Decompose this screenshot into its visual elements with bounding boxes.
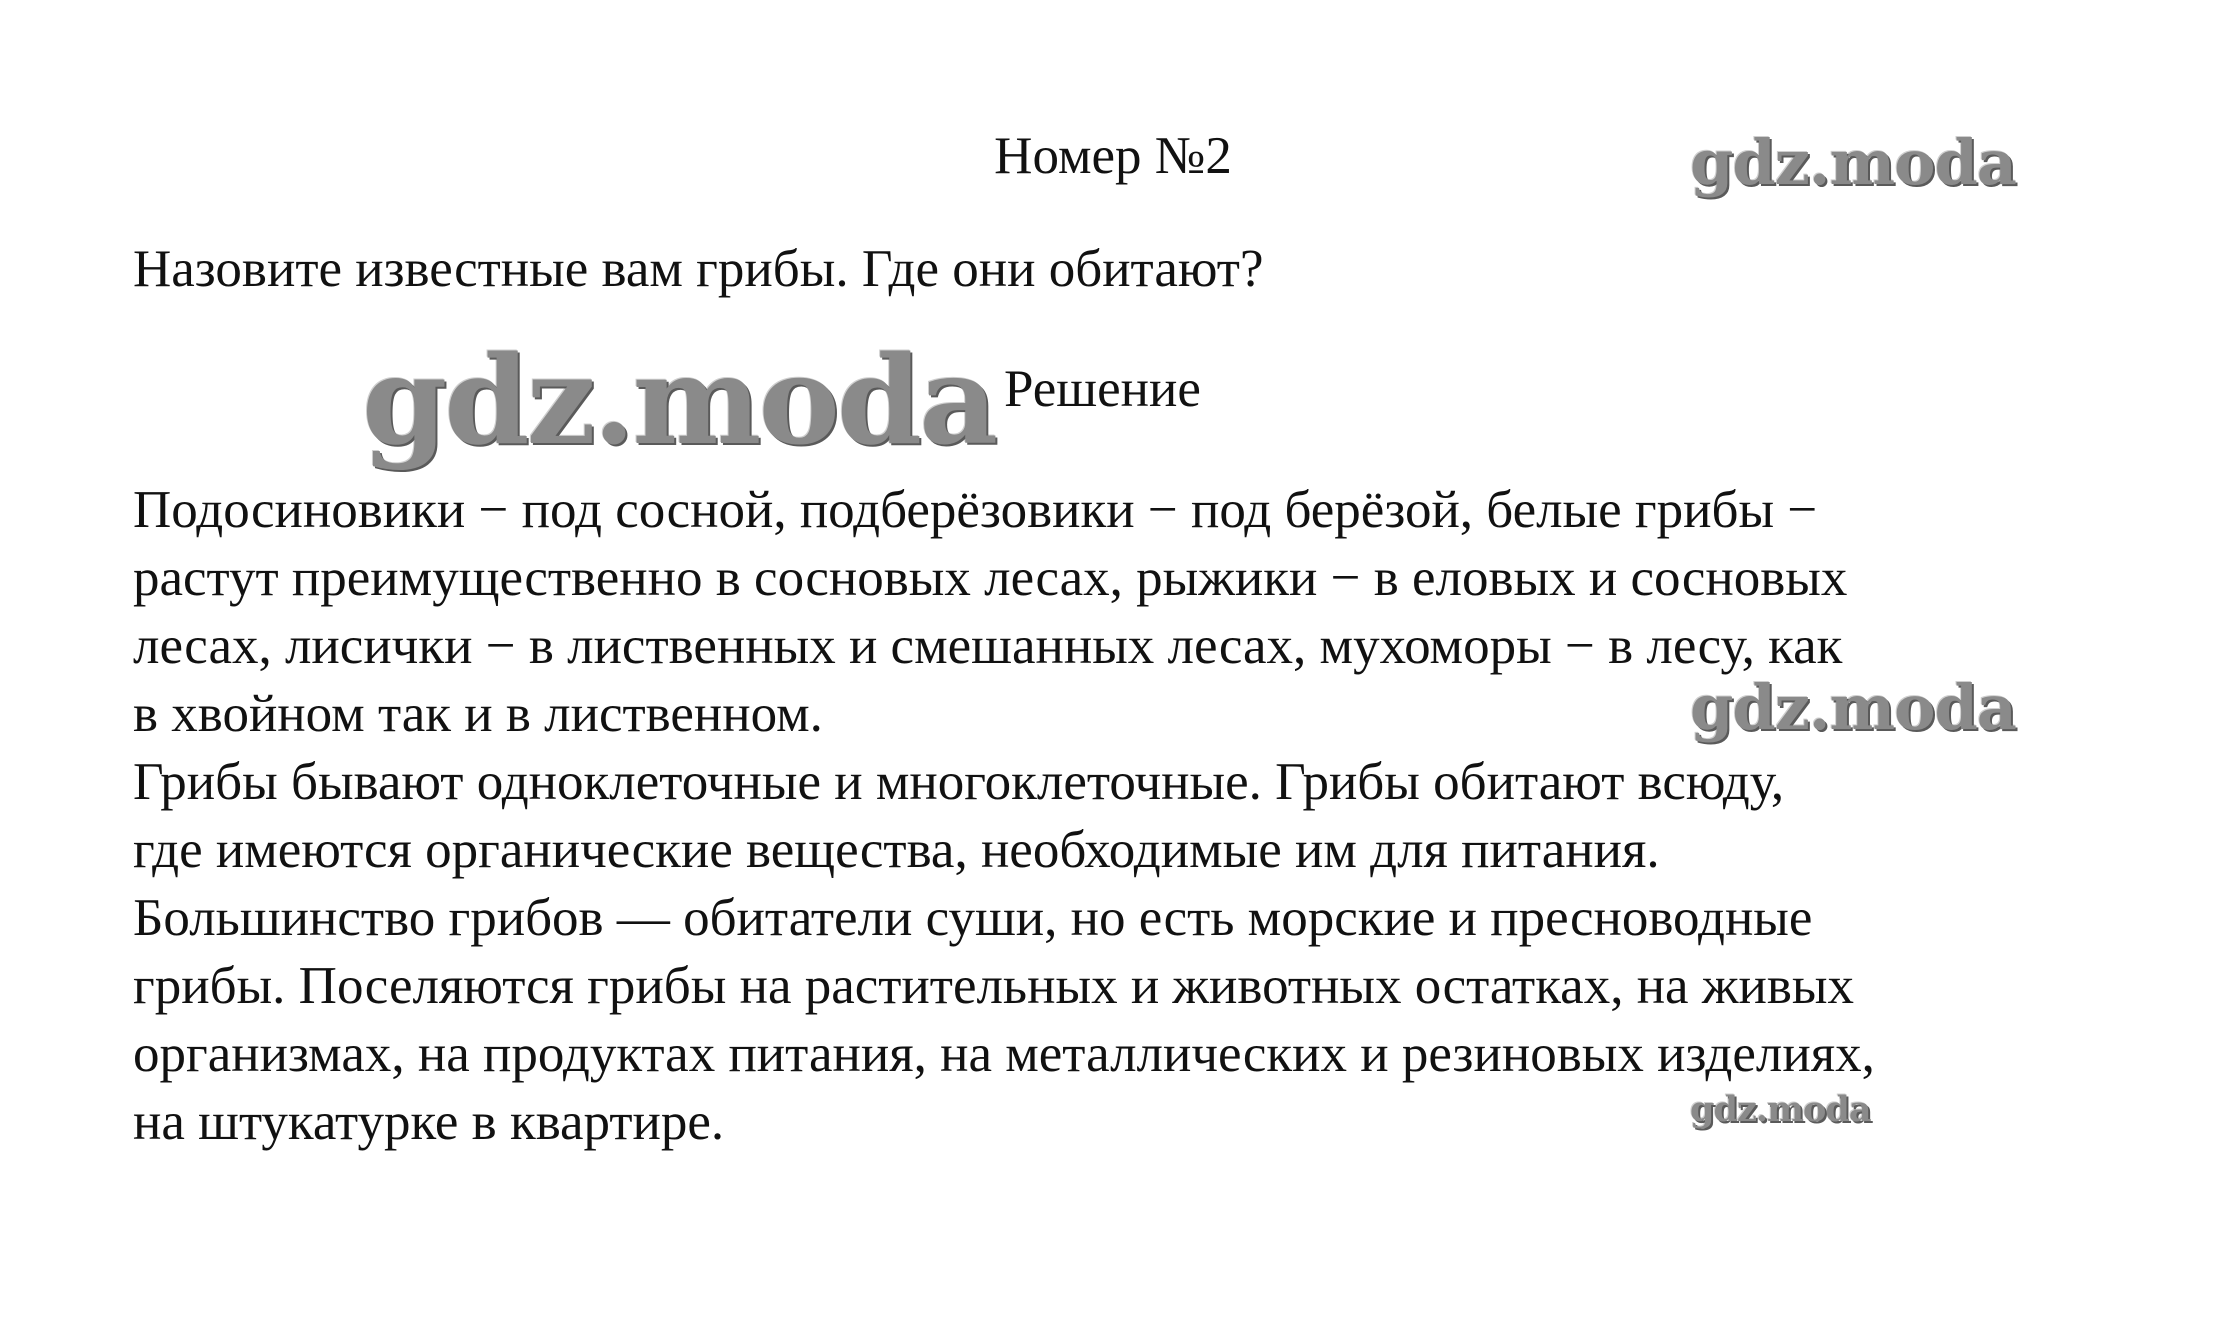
answer-line: Большинство грибов — обитатели суши, но есть морские и пресноводные: [133, 889, 1813, 947]
answer-line: на штукатурке в квартире.: [133, 1093, 725, 1151]
watermark-large: gdz.moda: [362, 328, 996, 472]
watermark-middle: gdz.moda: [1690, 671, 2016, 744]
question-text: Назовите известные вам грибы. Где они обитают?: [133, 240, 1264, 298]
answer-line: в хвойном так и в лиственном.: [133, 685, 823, 743]
watermark-top: gdz.moda: [1690, 126, 2016, 199]
solution-heading: Решение: [1004, 360, 1201, 418]
answer-line: растут преимущественно в сосновых лесах, рыжики − в еловых и сосновых: [133, 549, 1848, 607]
page-title: Номер №2: [994, 127, 1232, 185]
answer-line: Подосиновики − под сосной, подберёзовики − под берёзой, белые грибы −: [133, 481, 1818, 539]
watermark-small: gdz.moda: [1690, 1089, 1871, 1130]
answer-line: грибы. Поселяются грибы на растительных и животных остатках, на живых: [133, 957, 1854, 1015]
answer-line: Грибы бывают одноклеточные и многоклеточные. Грибы обитают всюду,: [133, 753, 1785, 811]
answer-line: организмах, на продуктах питания, на металлических и резиновых изделиях,: [133, 1025, 1875, 1083]
answer-line: где имеются органические вещества, необходимые им для питания.: [133, 821, 1660, 879]
answer-text: [133, 476, 2133, 1156]
answer-line: лесах, лисички − в лиственных и смешанных лесах, мухоморы − в лесу, как: [133, 617, 1843, 675]
